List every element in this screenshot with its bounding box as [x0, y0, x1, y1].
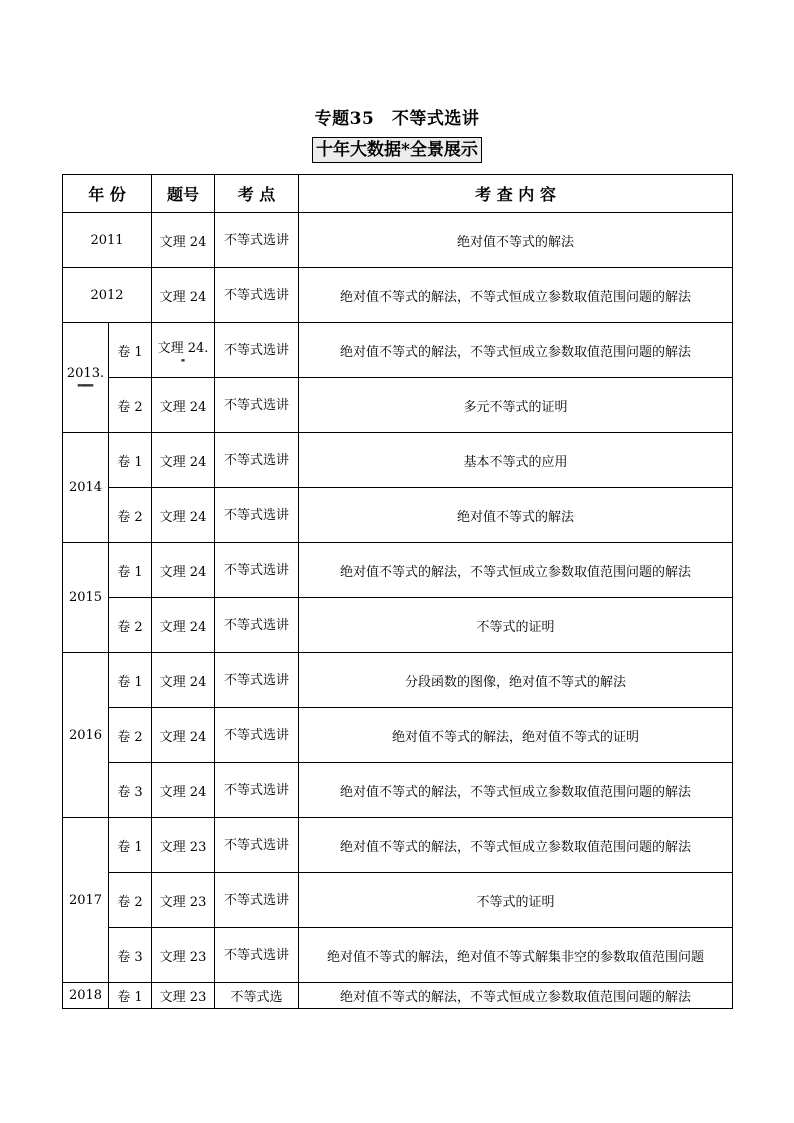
- table-row: [63, 433, 733, 488]
- cell-year: 2012: [63, 268, 152, 323]
- cell-year: 2018: [63, 983, 109, 1009]
- table-row: [63, 928, 733, 983]
- cell-paper: 卷 1: [109, 818, 152, 873]
- cell-paper: 卷 2: [109, 488, 152, 543]
- cell-content: 绝对值不等式的解法，不等式恒成立参数取值范围问题的解法: [299, 323, 733, 378]
- cell-problem: 文理 24: [152, 708, 215, 763]
- cell-content: 不等式的证明: [299, 598, 733, 653]
- cell-year: 2014: [63, 433, 109, 543]
- cell-knowledge: 不等式选讲: [215, 873, 299, 928]
- cell-knowledge: 不等式选讲: [215, 268, 299, 323]
- table-row: [63, 323, 733, 378]
- cell-paper: 卷 2: [109, 598, 152, 653]
- table-header-row: [63, 175, 733, 213]
- cell-problem: 文理 24: [152, 598, 215, 653]
- cell-knowledge: 不等式选讲: [215, 818, 299, 873]
- cell-paper: 卷 1: [109, 323, 152, 378]
- cell-content: 绝对值不等式的解法，不等式恒成立参数取值范围问题的解法: [299, 268, 733, 323]
- cell-problem: 文理 24: [152, 378, 215, 433]
- header-content: 考 查 内 容: [299, 175, 733, 213]
- cell-year: 2015: [63, 543, 109, 653]
- cell-content: 绝对值不等式的解法，不等式恒成立参数取值范围问题的解法: [299, 818, 733, 873]
- table-row: [63, 873, 733, 928]
- cell-problem: [152, 323, 215, 378]
- table-row: [63, 653, 733, 708]
- page-subtitle: 十年大数据*全景展示: [312, 137, 482, 163]
- cell-year: 2016: [63, 653, 109, 818]
- cell-year-text: 2013.: [66, 366, 105, 381]
- cell-problem: 文理 24: [152, 763, 215, 818]
- cell-year: [63, 323, 109, 433]
- cell-paper: 卷 3: [109, 928, 152, 983]
- garbled-mark: ▀▀▀▀▀: [77, 384, 94, 389]
- cell-content: 绝对值不等式的解法，不等式恒成立参数取值范围问题的解法: [299, 983, 733, 1009]
- cell-paper: 卷 1: [109, 433, 152, 488]
- cell-problem: 文理 24: [152, 213, 215, 268]
- cell-content: 绝对值不等式的解法，绝对值不等式解集非空的参数取值范围问题: [299, 928, 733, 983]
- cell-problem: 文理 24: [152, 268, 215, 323]
- cell-content: 绝对值不等式的解法，不等式恒成立参数取值范围问题的解法: [299, 543, 733, 598]
- cell-knowledge: 不等式选讲: [215, 928, 299, 983]
- table-row: [63, 543, 733, 598]
- cell-content: 多元不等式的证明: [299, 378, 733, 433]
- cell-content: 不等式的证明: [299, 873, 733, 928]
- cell-content: 绝对值不等式的解法: [299, 213, 733, 268]
- cell-knowledge: 不等式选讲: [215, 323, 299, 378]
- table-row: [63, 213, 733, 268]
- cell-content: 基本不等式的应用: [299, 433, 733, 488]
- header-year: 年 份: [63, 175, 152, 213]
- cell-problem: 文理 23: [152, 983, 215, 1009]
- table-row: [63, 268, 733, 323]
- cell-knowledge: 不等式选讲: [215, 488, 299, 543]
- exam-table: [62, 174, 733, 1009]
- table-row: [63, 378, 733, 433]
- cell-content: 分段函数的图像，绝对值不等式的解法: [299, 653, 733, 708]
- cell-problem: 文理 24: [152, 488, 215, 543]
- cell-knowledge: 不等式选讲: [215, 213, 299, 268]
- cell-knowledge: 不等式选讲: [215, 653, 299, 708]
- cell-knowledge: 不等式选讲: [215, 378, 299, 433]
- header-problem: 题号: [152, 175, 215, 213]
- table-row: [63, 708, 733, 763]
- cell-knowledge: 不等式选讲: [215, 433, 299, 488]
- cell-problem: 文理 23: [152, 928, 215, 983]
- cell-knowledge: 不等式选: [215, 983, 299, 1009]
- cell-paper: 卷 1: [109, 543, 152, 598]
- garbled-mark: ▀: [181, 358, 185, 364]
- cell-problem: 文理 23: [152, 818, 215, 873]
- table-row: [63, 763, 733, 818]
- cell-knowledge: 不等式选讲: [215, 598, 299, 653]
- cell-year: 2017: [63, 818, 109, 983]
- cell-paper: 卷 1: [109, 983, 152, 1009]
- cell-content: 绝对值不等式的解法: [299, 488, 733, 543]
- cell-paper: 卷 1: [109, 653, 152, 708]
- cell-problem: 文理 24: [152, 653, 215, 708]
- cell-knowledge: 不等式选讲: [215, 543, 299, 598]
- table-row: [63, 488, 733, 543]
- subtitle-wrapper: [0, 137, 794, 163]
- header-knowledge: 考 点: [215, 175, 299, 213]
- cell-paper: 卷 3: [109, 763, 152, 818]
- cell-year: 2011: [63, 213, 152, 268]
- cell-paper: 卷 2: [109, 378, 152, 433]
- cell-content: 绝对值不等式的解法，绝对值不等式的证明: [299, 708, 733, 763]
- cell-problem: 文理 23: [152, 873, 215, 928]
- cell-paper: 卷 2: [109, 873, 152, 928]
- cell-content: 绝对值不等式的解法，不等式恒成立参数取值范围问题的解法: [299, 763, 733, 818]
- cell-problem-text: 文理 24.: [157, 340, 209, 356]
- page-title: 专题35 不等式选讲: [314, 109, 480, 129]
- cell-knowledge: 不等式选讲: [215, 708, 299, 763]
- cell-problem: 文理 24: [152, 433, 215, 488]
- table-row: [63, 983, 733, 1009]
- cell-knowledge: 不等式选讲: [215, 763, 299, 818]
- table-row: [63, 598, 733, 653]
- table-row: [63, 818, 733, 873]
- cell-paper: 卷 2: [109, 708, 152, 763]
- cell-problem: 文理 24: [152, 543, 215, 598]
